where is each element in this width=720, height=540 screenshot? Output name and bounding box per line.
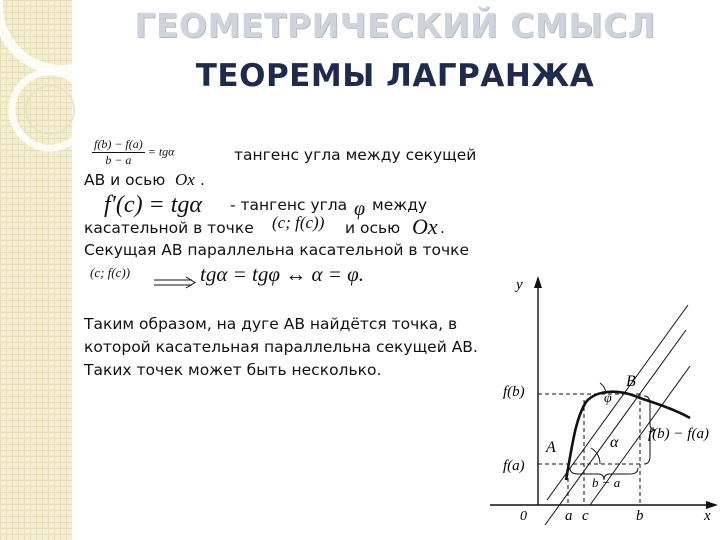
- tick-a-label: a: [565, 508, 573, 524]
- ox-label-2: Ox: [412, 214, 438, 239]
- text-secant-parallel: Секущая AB параллельна касательной в точке: [84, 241, 470, 259]
- title-line-1: ГЕОМЕТРИЧЕСКИЙ СМЫСЛ: [134, 6, 656, 45]
- tick-c-label: c: [582, 508, 589, 524]
- text-ab-axis: AB и осью: [84, 171, 166, 189]
- conclusion-formula: tgα = tgφ ↔ α = φ.: [200, 262, 365, 286]
- paragraph-line-2: которой касательная параллельна секущей AB.: [84, 338, 478, 356]
- derivative-formula: f′(c) = tgα: [104, 192, 203, 218]
- fa-label: f(a): [503, 458, 525, 474]
- secant-denominator: b − a: [105, 153, 132, 167]
- secant-numerator: f(b) − f(a): [94, 137, 143, 151]
- text-period-2: .: [440, 219, 445, 237]
- x-axis-label: x: [704, 508, 711, 524]
- secant-rhs: = tgα: [147, 144, 175, 159]
- phi-symbol: φ: [354, 198, 366, 220]
- text-tangent-secant: тангенс угла между секущей: [234, 146, 477, 164]
- phi-label: φ: [604, 391, 612, 406]
- text-tangent-at-point: касательной в точке: [84, 219, 254, 237]
- y-axis-arrow-icon: [534, 276, 542, 288]
- title-line-2: ТЕОРЕМЫ ЛАГРАНЖА: [195, 58, 595, 94]
- ox-label-1: Ox: [175, 170, 195, 189]
- text-between: между: [372, 196, 428, 214]
- text-period-1: .: [200, 171, 205, 189]
- point-formula-2: (c; f(c)): [90, 265, 131, 280]
- paragraph-line-3: Таких точек может быть несколько.: [84, 361, 382, 379]
- alpha-label: α: [610, 434, 619, 451]
- y-axis-label: y: [516, 277, 523, 293]
- tick-b-label: b: [636, 508, 644, 524]
- point-b-label: B: [626, 373, 636, 390]
- paragraph-line-1: Таким образом, на дуге AB найдётся точка, в: [84, 315, 458, 333]
- point-formula: (c; f(c)): [272, 213, 325, 232]
- fb-label: f(b): [503, 384, 525, 400]
- point-a-label: A: [546, 439, 556, 456]
- diff-f-label: f(b) − f(a): [648, 426, 709, 442]
- diff-x-label: b − a: [592, 475, 621, 490]
- text-and-axis: и осью: [345, 219, 401, 237]
- origin-label: 0: [520, 509, 527, 524]
- text-tangent-angle: - тангенс угла: [230, 196, 348, 214]
